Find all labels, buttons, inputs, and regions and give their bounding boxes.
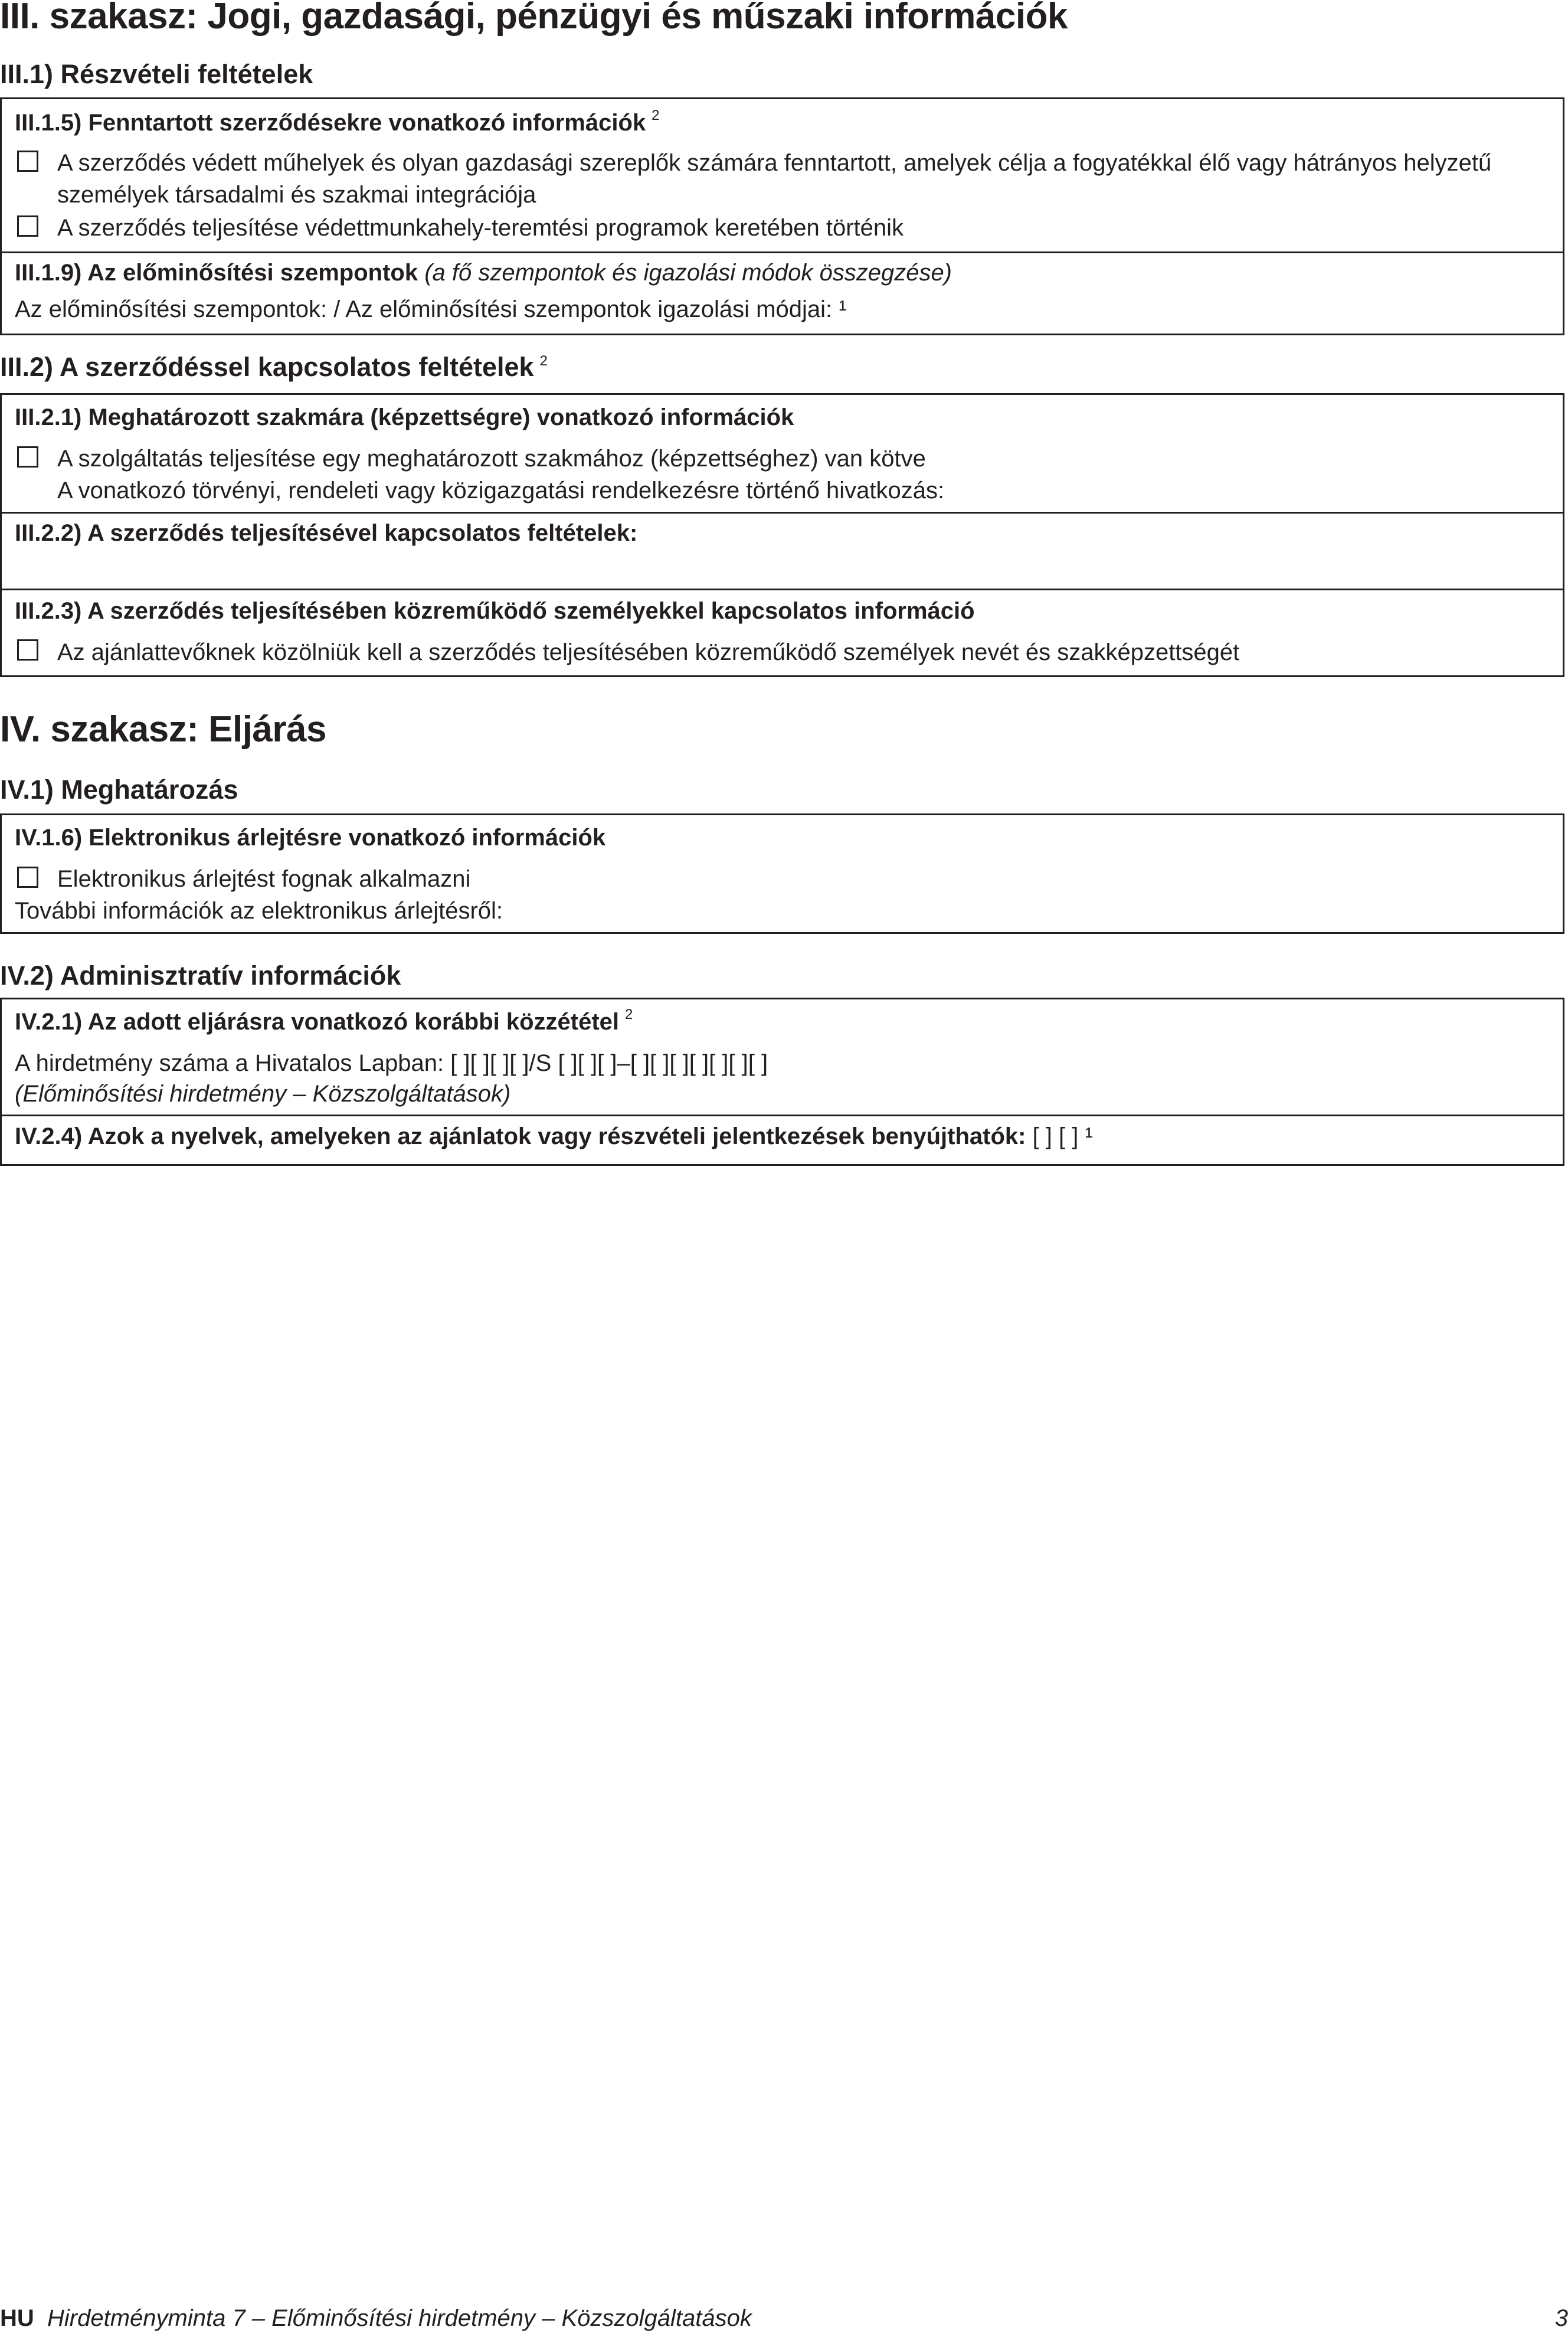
heading-3-2-text: III.2) A szerződéssel kapcsolatos feltételek (0, 352, 534, 382)
footnote-ref: 2 (652, 107, 660, 123)
checkbox-electronic-auction[interactable] (17, 867, 38, 888)
footer-country-code: HU (0, 2305, 34, 2331)
title-3-1-5-text: III.1.5) Fenntartott szerződésekre vonatkozó információk (15, 110, 646, 136)
title-3-2-2: III.2.2) A szerződés teljesítésével kapcsolatos feltételek: (15, 520, 638, 546)
title-4-1-6: IV.1.6) Elektronikus árlejtésre vonatkozó információk (15, 825, 606, 851)
section-3-title: III. szakasz: Jogi, gazdasági, pénzügyi és műszaki információk (0, 0, 1068, 37)
qualification-criteria-line: Az előminősítési szempontok: / Az előminősítési szempontok igazolási módjai: ¹ (15, 296, 847, 322)
checkbox-sheltered-employment[interactable] (17, 215, 38, 237)
title-3-2-1: III.2.1) Meghatározott szakmára (képzettségre) vonatkozó információk (15, 404, 794, 430)
heading-3-1: III.1) Részvételi feltételek (0, 59, 313, 89)
option-reserved-workshops-line1: A szerződés védett műhelyek és olyan gazdasági szereplők számára fenntartott, amelyek célja a fogyatékkal élő vagy hátrányos helyzetű (57, 150, 1492, 176)
oj-notice-number: A hirdetmény száma a Hivatalos Lapban: [ ][ ][ ][ ]/S [ ][ ][ ]–[ ][ ][ ][ ][ ][ ][ ] (15, 1050, 768, 1076)
box-3-1 (0, 97, 1564, 335)
title-3-1-9-text: III.1.9) Az előminősítési szempontok (15, 260, 418, 286)
title-4-2-4 (15, 1122, 1093, 1151)
languages-fields: [ ] [ ] ¹ (1032, 1123, 1093, 1149)
title-4-2-4-text: IV.2.4) Azok a nyelvek, amelyeken az ajánlatok vagy részvételi jelentkezések benyújthatók: (15, 1123, 1026, 1149)
oj-notice-type: (Előminősítési hirdetmény – Közszolgáltatások) (15, 1081, 511, 1107)
footer-form-title: Hirdetményminta 7 – Előminősítési hirdetmény – Közszolgáltatások (47, 2305, 752, 2331)
title-3-1-5 (15, 109, 660, 140)
option-sheltered-employment: A szerződés teljesítése védettmunkahely-teremtési programok keretében történik (57, 215, 904, 241)
title-4-2-1 (15, 1008, 633, 1040)
checkbox-profession[interactable] (17, 446, 38, 468)
divider (2, 1115, 1563, 1116)
option-electronic-auction: Elektronikus árlejtést fognak alkalmazni (57, 866, 471, 892)
page-number: 3 (1554, 2305, 1568, 2331)
legal-reference-line: A vonatkozó törvényi, rendeleti vagy közigazgatási rendelkezésre történő hivatkozás: (57, 478, 945, 504)
option-profession: A szolgáltatás teljesítése egy meghatározott szakmához (képzettséghez) van kötve (57, 446, 926, 472)
checkbox-reserved-workshops[interactable] (17, 151, 38, 172)
box-4-2 (0, 998, 1564, 1166)
title-3-2-3: III.2.3) A szerződés teljesítésében közreműködő személyekkel kapcsolatos információ (15, 598, 975, 624)
heading-4-2: IV.2) Adminisztratív információk (0, 960, 401, 991)
auction-info-line: További információk az elektronikus árlejtésről: (15, 898, 503, 924)
footnote-ref: 2 (625, 1007, 633, 1022)
title-4-2-1-text: IV.2.1) Az adott eljárásra vonatkozó korábbi közzététel (15, 1009, 620, 1035)
title-3-1-9-note: (a fő szempontok és igazolási módok összegzése) (424, 260, 952, 286)
option-reserved-workshops-line2: személyek társadalmi és szakmai integrációja (57, 182, 536, 208)
footnote-ref: 2 (539, 353, 548, 369)
section-4-title: IV. szakasz: Eljárás (0, 709, 326, 750)
heading-4-1: IV.1) Meghatározás (0, 775, 238, 805)
checkbox-staff-names[interactable] (17, 639, 38, 661)
divider (2, 589, 1563, 590)
title-3-1-9 (15, 259, 952, 287)
divider (2, 512, 1563, 514)
divider (2, 251, 1563, 253)
option-staff-names: Az ajánlattevőknek közölniük kell a szerződés teljesítésében közreműködő személyek nevét és szakképzettségét (57, 639, 1240, 665)
box-3-2 (0, 393, 1564, 677)
box-4-1 (0, 813, 1564, 934)
heading-3-2 (0, 352, 548, 383)
